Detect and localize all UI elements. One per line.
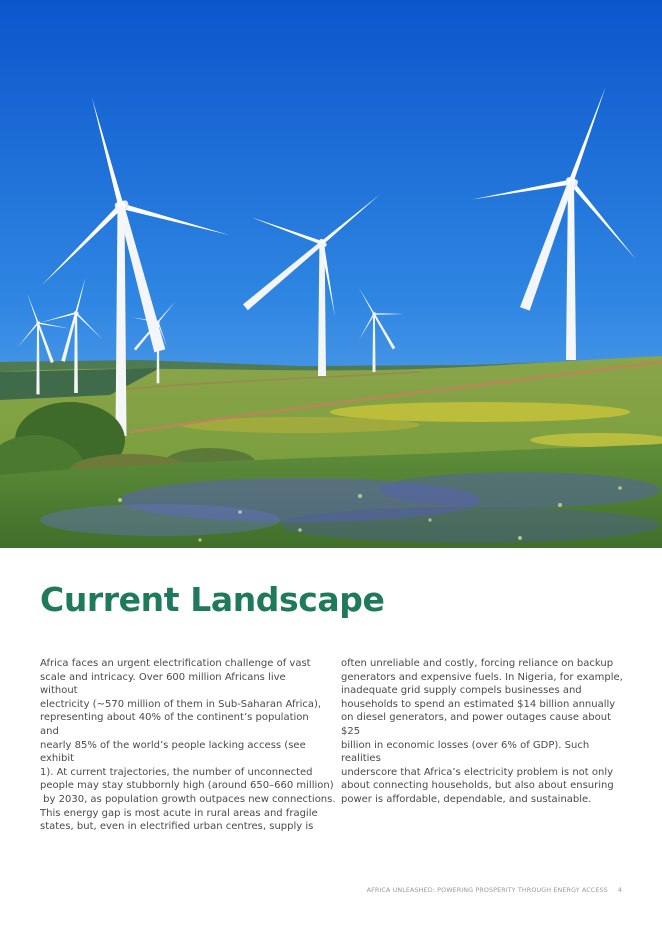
page-number: 4 (617, 886, 622, 894)
body-line: Africa faces an urgent electrification challenge of vast (40, 658, 311, 669)
body-line: representing about 40% of the continent’s population and (40, 712, 309, 737)
body-line: scale and intricacy. Over 600 million Africans live without (40, 671, 286, 697)
body-line: billion in economic losses (over 6% of GDP). Such realities (341, 739, 590, 765)
body-line: households to spend an estimated $14 billion annually (341, 698, 616, 710)
body-line: by 2030, as population growth outpaces new connections. (40, 793, 336, 805)
body-line: nearly 85% of the world’s people lacking access (see exhibit (40, 739, 306, 765)
body-line: generators and expensive fuels. In Nigeria, for example, (341, 671, 623, 683)
page-footer (300, 886, 622, 894)
body-line: on diesel generators, and power outages cause about $25 (341, 712, 612, 737)
running-title: AFRICA UNLEASHED: POWERING PROSPERITY THROUGH ENERGY ACCESS (366, 886, 608, 894)
body-line: people may stay stubbornly high (around 650–660 million) (40, 780, 334, 792)
body-line: inadequate grid supply compels businesses and (341, 685, 582, 697)
body-line: This energy gap is most acute in rural areas and fragile (40, 807, 318, 819)
body-line: underscore that Africa’s electricity problem is not only (341, 766, 614, 778)
body-line: about connecting households, but also about ensuring (341, 780, 614, 792)
body-line: states, but, even in electrified urban centres, supply is (40, 821, 314, 833)
body-column-left (40, 657, 336, 834)
body-column-right (341, 657, 626, 807)
body-line: electricity (~570 million of them in Sub-Saharan Africa), (40, 698, 322, 710)
body-line: power is affordable, dependable, and sustainable. (341, 793, 592, 805)
section-title: Current Landscape (40, 580, 385, 619)
body-line: 1). At current trajectories, the number of unconnected (40, 766, 313, 778)
body-line: often unreliable and costly, forcing reliance on backup (341, 658, 614, 669)
